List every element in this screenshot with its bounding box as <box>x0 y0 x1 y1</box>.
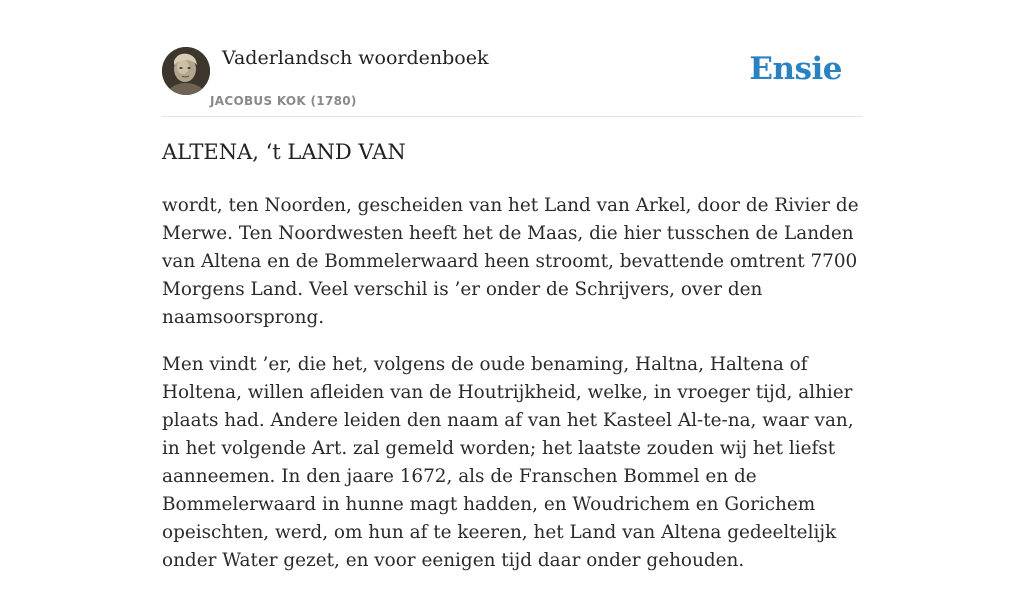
entry-content <box>162 192 862 594</box>
book-title[interactable]: Vaderlandsch woordenboek <box>222 47 489 69</box>
header <box>162 44 862 117</box>
ensie-logo[interactable]: Ensie <box>749 51 842 87</box>
portrait-icon[interactable] <box>162 47 210 95</box>
entry-paragraph: wordt, ten Noorden, gescheiden van het Land van Arkel, door de Rivier de Merwe. Ten Noordwesten heeft het de Maas, die hier tusschen de Landen van Altena en de Bommelerwaard heen stroomt, bevattende omtrent 7700 Morgens Land. Veel verschil is ’er onder de Schrijvers, over den naamsoorsprong. <box>162 195 859 328</box>
entry-paragraph: Men vindt ’er, die het, volgens de oude benaming, Haltna, Haltena of Holtena, willen afleiden van de Houtrijkheid, welke, in vroeger tijd, alhier plaats had. Andere leiden den naam af van het Kasteel Al-te-na, waar van, in het volgende Art. zal gemeld worden; het laatste zouden wij het liefst aanneemen. In den jaare 1672, als de Franschen Bommel en de Bommelerwaard in hunne magt hadden, en Woudrichem en Gorichem opeischten, werd, om hun af te keeren, het Land van Altena gedeeltelijk onder Water gezet, en voor eenigen tijd daar onder gehouden. <box>162 354 854 571</box>
author-label[interactable]: JACOBUS KOK (1780) <box>210 94 357 108</box>
entry-title: ALTENA, ‘t LAND VAN <box>162 140 406 164</box>
